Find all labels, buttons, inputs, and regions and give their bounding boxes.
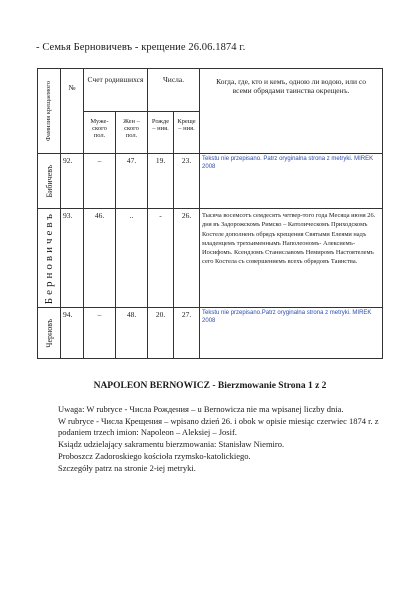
row-surname-cell [38,308,61,359]
row-male: – [84,154,116,209]
header-numbers: Числа. [148,69,200,112]
row-birth: - [148,209,174,308]
row-baptism: 26. [174,209,200,308]
row-birth: 20. [148,308,174,359]
row-surname: Бибичевъ [44,164,54,198]
table-row [38,154,383,209]
page-title: - Семья Берновичевъ - крещение 26.06.1874 г. [36,42,246,53]
header-female: Жен – ского пол. [116,111,148,154]
header-when: Когда, где, кто и кемъ, одною ли водою, или со всеми обрядами таинства окрещенъ. [200,69,383,154]
header-birth: Рожде – ния. [148,111,174,154]
row-no: 93. [61,209,84,308]
register-table [37,68,383,359]
row-surname: Берновичевъ [43,211,55,305]
row-no: 92. [61,154,84,209]
note-line: W rubryce - Числа Крещения – wpisano dzień 26. i obok w opisie miesiąc czerwiec 1874 r. z podaniem trzech imion: Napoleon – Aleksiej – Josif. [58,415,379,438]
notes-block [58,404,388,474]
header-surname-cell [38,69,61,154]
row-baptism: 23. [174,154,200,209]
note-line: Proboszcz Zadoroskiego kościoła rzymsko-katolickiego. [58,450,251,461]
header-row-top [38,69,383,112]
header-baptism: Креще – ния. [174,111,200,154]
header-count: Счет родившихся [84,69,148,112]
row-birth: 19. [148,154,174,209]
row-male: 46. [84,209,116,308]
note-line: Uwaga: W rubryce - Числа Рождения – u Bernowicza nie ma wpisanej liczby dnia. [58,404,344,414]
section-title: NAPOLEON BERNOWICZ - Bierzmowanie Strona 1 z 2 [93,381,327,391]
row-male: – [84,308,116,359]
row-surname-cell [38,154,61,209]
table-row [38,209,383,308]
row-surname: Черновъ [44,318,54,348]
row-female: 47. [116,154,148,209]
row-baptism: 27. [174,308,200,359]
note-line: Szczegóły patrz na stronie 2-iej metryki. [58,462,196,473]
header-no: № [61,69,84,154]
row-note: Тысяча восемсотъ семдесятъ четвер-того года Месяца июня 26. дня въ Задорожскомъ Римско – Католическомъ Приходскомъ Костеле дополненъ обрядъ крещения Святыми Елеями надъ младенцемъ трехъименнымъ Наполеономъ- Алексиемъ-Иосифомъ. Ксендзомъ Станиславомъ Немиромъ Настоятелемъ сего Костела съ совершениемъ всехъ обрядовъ Таинства. [200,209,383,308]
table-row [38,308,383,359]
row-female: 48. [116,308,148,359]
header-male: Муже-ского пол. [84,111,116,154]
row-female: .. [116,209,148,308]
row-note: Tekstu nie przepisano. Patrz oryginalna strona z metryki. MIREK 2008 [200,154,383,209]
row-surname-cell [38,209,61,308]
row-note: Tekstu nie przepisano.Patrz oryginalna strona z metryki. MIREK 2008 [200,308,383,359]
row-no: 94. [61,308,84,359]
header-surname: Фамилия крещаемого [45,80,53,142]
note-line: Ksiądz udzielający sakramentu bierzmowania: Stanisław Niemiro. [58,439,285,450]
